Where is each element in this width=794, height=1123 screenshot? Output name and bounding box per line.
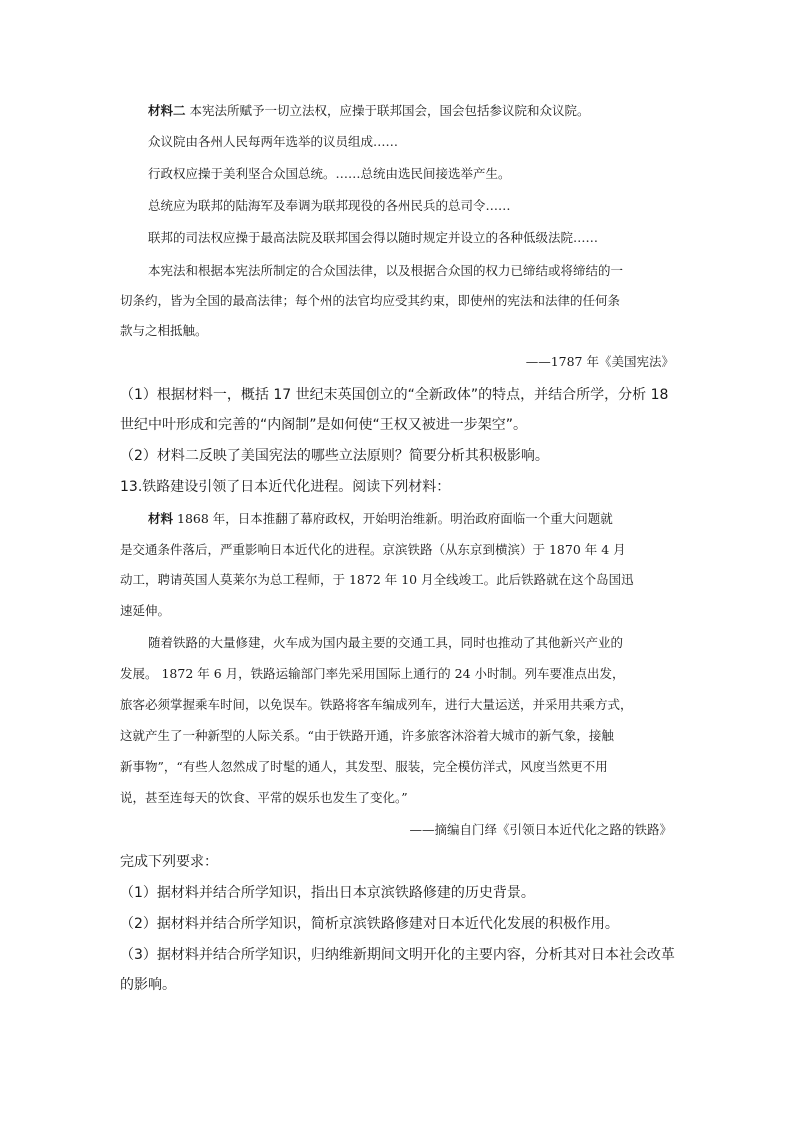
q13-material-line-1: [148, 509, 613, 529]
material2-line-8: 款与之相抵触。: [120, 323, 208, 338]
q12-sub1-line1: （1）根据材料一，概括 17 世纪末英国创立的“全新政体”的特点，并结合所学，分析 18: [120, 387, 669, 403]
q13-material-source: ——摘编自门绎《引领日本近代化之路的铁路》: [409, 822, 672, 837]
q13-material-line-5: 随着铁路的大量修建，火车成为国内最主要的交通工具，同时也推动了其他新兴产业的: [148, 635, 624, 650]
q13-material-line-3: 动工，聘请英国人莫莱尔为总工程师，于 1872 年 10 月全线竣工。此后铁路就在这个岛国迅: [120, 572, 634, 587]
q13-title: 13.铁路建设引领了日本近代化进程。阅读下列材料：: [120, 479, 451, 495]
q12-sub1-line2: 世纪中叶形成和完善的“内阁制”是如何使“王权又被进一步架空”。: [120, 417, 528, 433]
q13-material-text: 1868 年，日本推翻了幕府政权，开始明治维新。明治政府面临一个重大问题就: [173, 511, 613, 526]
material2-line-5: 联邦的司法权应操于最高法院及联邦国会得以随时规定并设立的各种低级法院……: [148, 230, 599, 245]
material2-source: ——1787 年《美国宪法》: [525, 354, 674, 369]
material2-line-6: 本宪法和根据本宪法所制定的合众国法律，以及根据合众国的权力已缔结或将缔结的一: [148, 263, 624, 278]
q13-material-line-9: 新事物”，“有些人忽然成了时髦的通人，其发型、服装，完全模仿洋式，风度当然更不用: [120, 759, 608, 774]
q13-material-line-2: 是交通条件落后，严重影响日本近代化的进程。京滨铁路（从东京到横滨）于 1870 年 4 月: [120, 542, 626, 557]
material2-line-2: 众议院由各州人民每两年选举的议员组成……: [148, 134, 399, 149]
q13-sub2: （2）据材料并结合所学知识，简析京滨铁路修建对日本近代化发展的积极作用。: [120, 916, 619, 932]
material2-line-7: 切条约，皆为全国的最高法律；每个州的法官均应受其约束，即使州的宪法和法律的任何条: [120, 293, 621, 308]
material2-label: 材料二: [148, 103, 186, 118]
material2-line-4: 总统应为联邦的陆海军及奉调为联邦现役的各州民兵的总司令……: [148, 198, 511, 213]
q13-material-line-8: 这就产生了一种新型的人际关系。“由于铁路开通，许多旅客沐浴着大城市的新气象，接触: [120, 728, 614, 743]
q13-material-line-10: 说，甚至连每天的饮食、平常的娱乐也发生了变化。”: [120, 790, 408, 805]
q13-sub1: （1）据材料并结合所学知识，指出日本京滨铁路修建的历史背景。: [120, 885, 535, 901]
material2-line-3: 行政权应操于美利坚合众国总统。……总统由选民间接选举产生。: [148, 166, 511, 181]
q13-material-label: 材料: [148, 511, 174, 526]
q13-material-line-6: 发展。 1872 年 6 月，铁路运输部门率先采用国际上通行的 24 小时制。列车要准点出发，: [120, 666, 625, 681]
material2-text: 本宪法所赋予一切立法权，应操于联邦国会，国会包括参议院和众议院。: [185, 103, 590, 118]
q13-material-line-4: 速延伸。: [120, 603, 171, 618]
q13-sub3-line1: （3）据材料并结合所学知识，归纳维新期间文明开化的主要内容，分析其对日本社会改革: [120, 947, 675, 963]
material2-line-1: [148, 101, 590, 121]
q13-requirements-title: 完成下列要求：: [120, 854, 218, 870]
q13-sub3-line2: 的影响。: [120, 977, 176, 993]
q13-material-line-7: 旅客必须掌握乘车时间，以免误车。铁路将客车编成列车，进行大量运送，并采用共乘方式，: [120, 697, 633, 712]
q12-sub2: （2）材料二反映了美国宪法的哪些立法原则？简要分析其积极影响。: [120, 448, 549, 464]
